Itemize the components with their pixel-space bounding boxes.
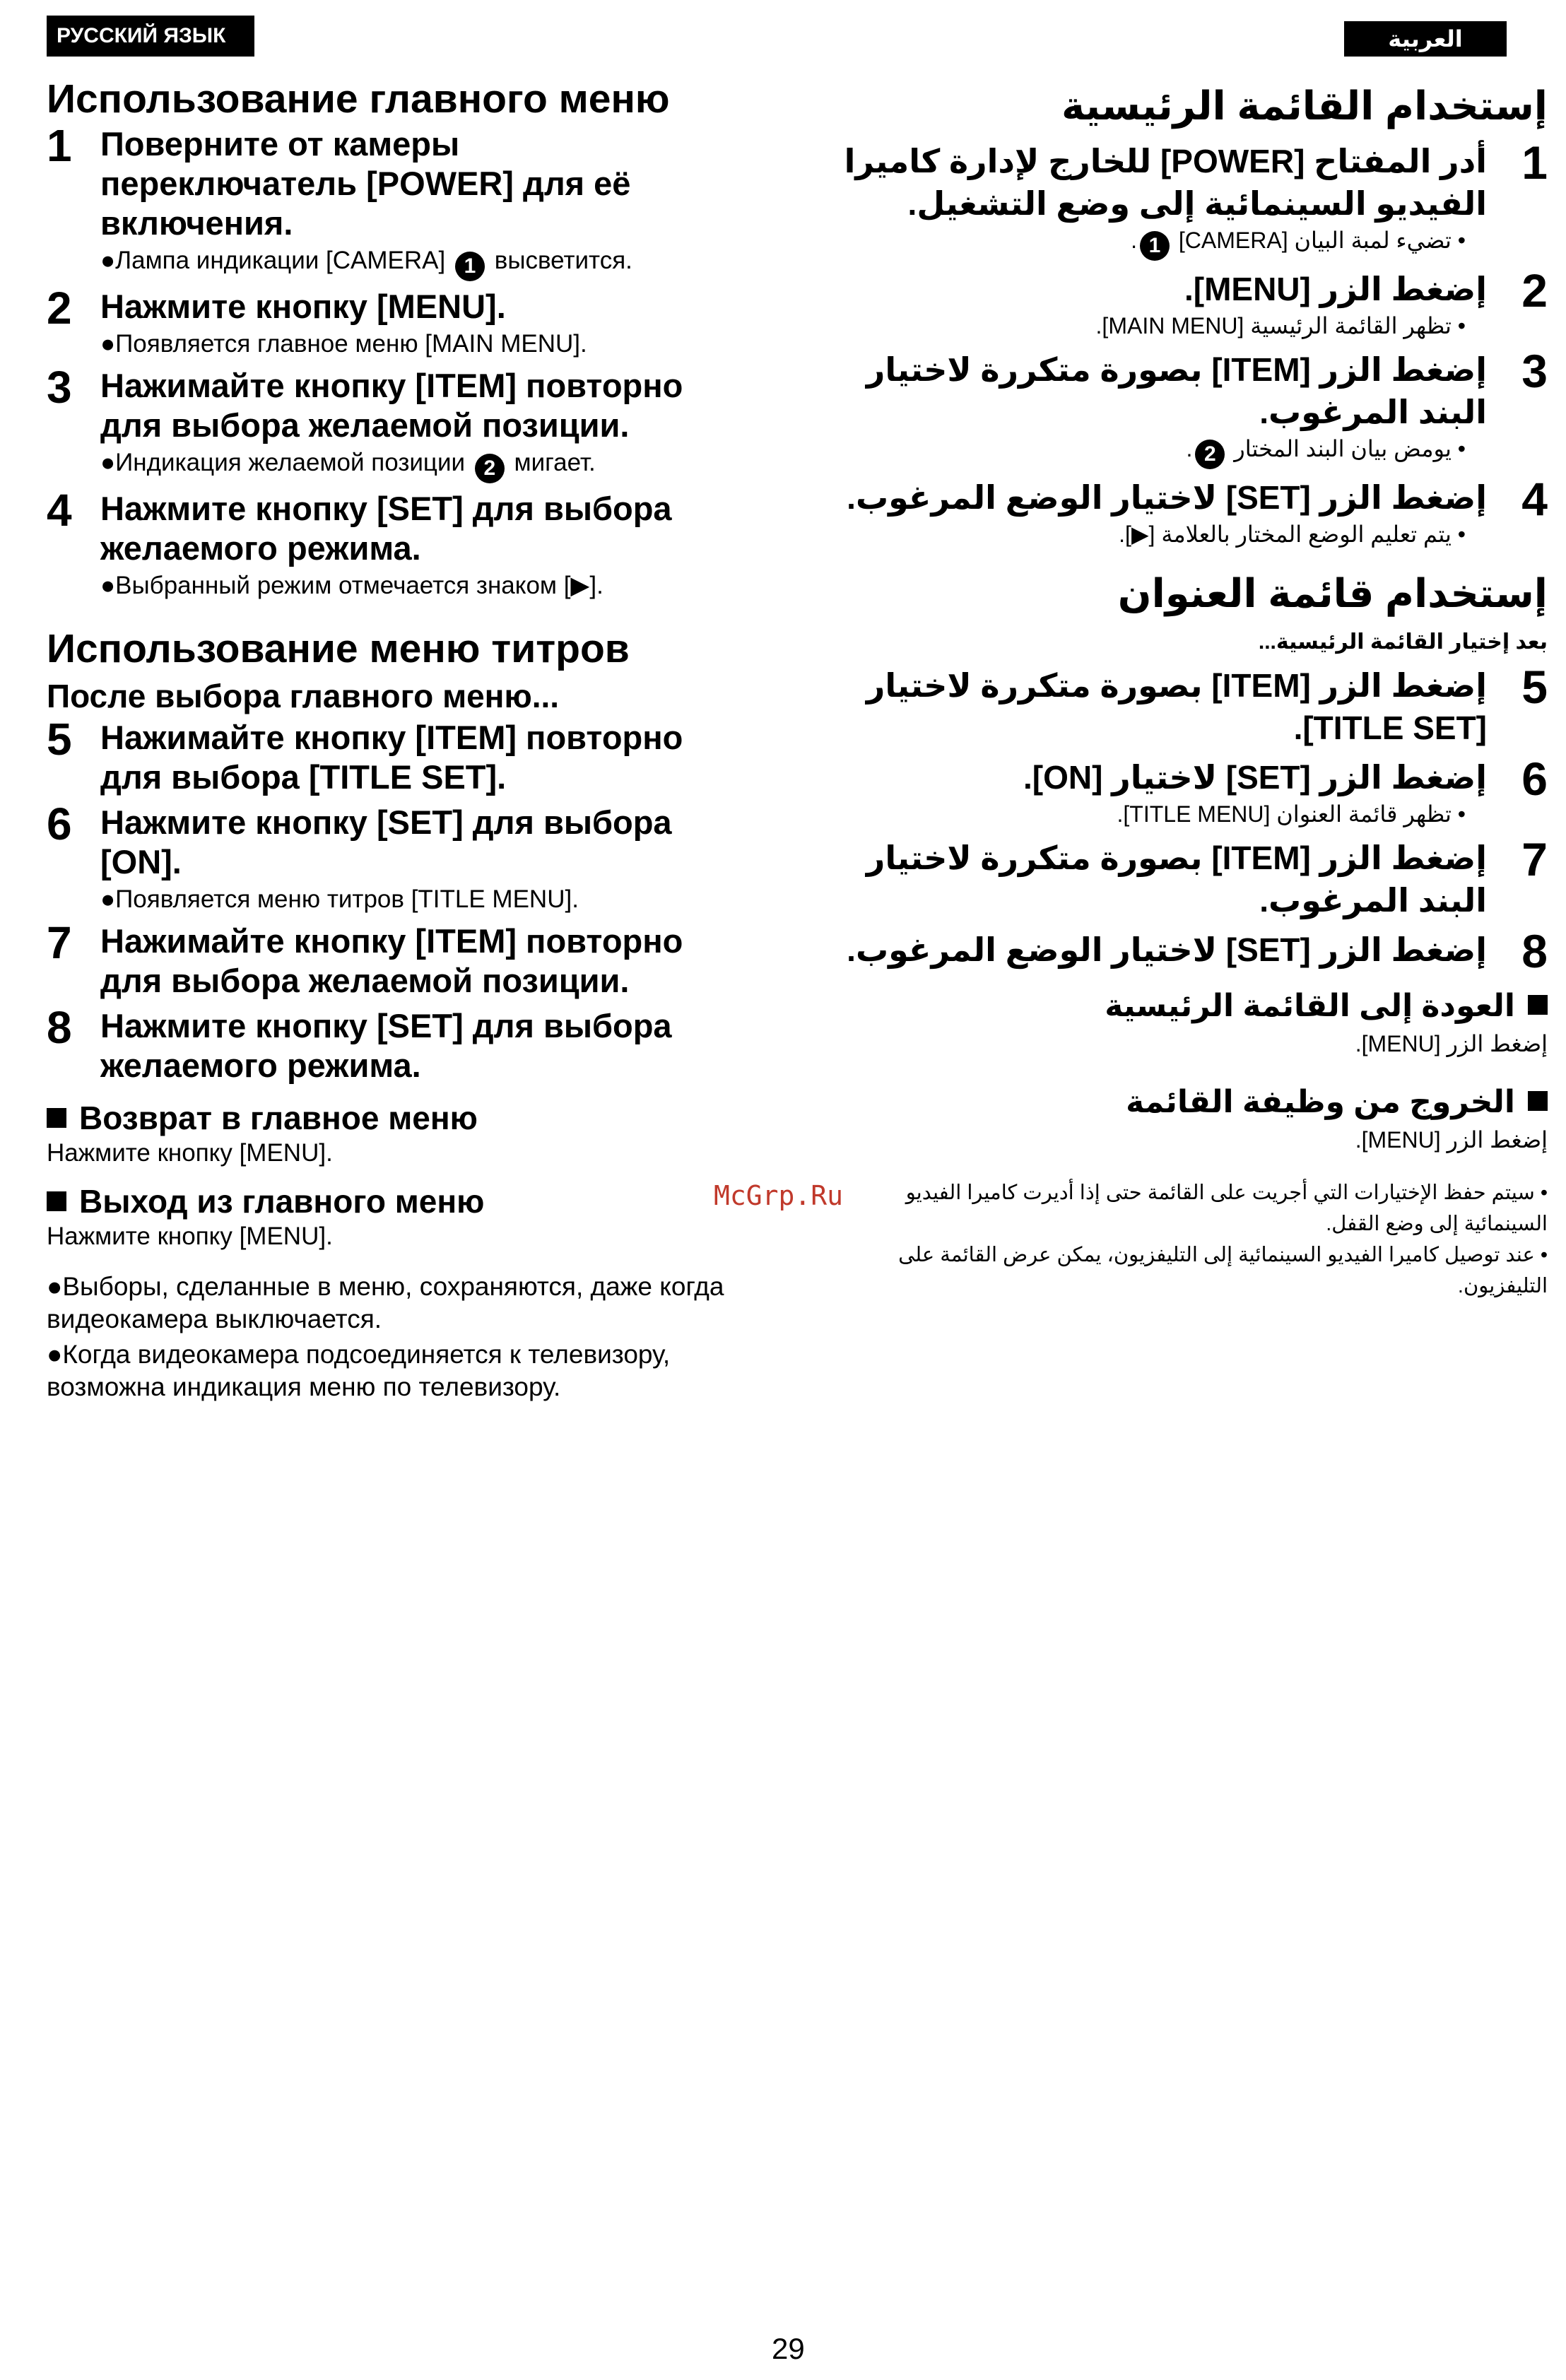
callout-2-badge: 2 (1195, 440, 1225, 469)
ru-step-4 (47, 485, 725, 602)
ru-step-number: 4 (47, 485, 72, 536)
ru-step-note: ●Появляется главное меню [MAIN MENU]. (100, 330, 587, 358)
ru-step-number: 3 (47, 362, 72, 413)
ru-step-1 (47, 120, 725, 281)
ar-step-number: 1 (1521, 136, 1548, 189)
ar-step-number: 3 (1521, 345, 1548, 397)
ar-step-text: إضغط الزر [SET] لاختيار الوضع المرغوب. (847, 479, 1487, 516)
arabic-column (834, 79, 1548, 1302)
ar-note-1: • سيتم حفظ الإختيارات التي أجريت على القائمة حتى إذا أديرت كاميرا الفيديو السينمائية إلى وضع القفل. (905, 1182, 1548, 1235)
ar-title-menu-title: إستخدام قائمة العنوان (1117, 571, 1548, 615)
ru-note-1: ●Выборы, сделанные в меню, сохраняются, даже когда видеокамера выключается. (47, 1272, 724, 1333)
ru-step-note: ●Появляется меню титров [TITLE MENU]. (100, 885, 579, 913)
ru-step-text: Нажмите кнопку [SET] для выбора [ON]. (100, 803, 672, 880)
ar-note-2: • عند توصيل كاميرا الفيديو السينمائية إلى التليفزيون، يمكن عرض القائمة على التليفزيون. (898, 1244, 1548, 1297)
ar-exit-heading: الخروج من وظيفة القائمة (834, 1081, 1548, 1124)
callout-1-badge: 1 (455, 252, 485, 281)
ar-step-note: • تضيء لمبة البيان [CAMERA] 1. (834, 225, 1487, 261)
ru-step-8 (47, 1002, 725, 1085)
ru-step-3 (47, 362, 725, 483)
ru-note-2: ●Когда видеокамера подсоединяется к телевизору, возможна индикация меню по телевизору. (47, 1340, 671, 1401)
ru-step-6 (47, 799, 725, 916)
ar-step-text: إضغط الزر [SET] لاختيار [ON]. (1023, 759, 1487, 796)
ru-step-text: Нажимайте кнопку [ITEM] повторно для выбора желаемой позиции. (100, 922, 683, 999)
ru-step-text: Нажмите кнопку [SET] для выбора желаемого режима. (100, 490, 672, 567)
ar-step-text: أدر المفتاح [POWER] للخارج لإدارة كاميرا الفيديو السينمائية إلى وضع التشغيل. (844, 143, 1487, 222)
ar-step-number: 4 (1521, 473, 1548, 525)
callout-2-badge: 2 (475, 454, 505, 483)
ru-return-text: Нажмите кнопку [MENU]. (47, 1139, 333, 1167)
ru-return-heading: Возврат в главное меню (47, 1098, 725, 1138)
ar-main-menu-title: إستخدام القائمة الرئيسية (1061, 83, 1548, 128)
ru-main-menu-title: Использование главного меню (47, 76, 670, 122)
ar-step-number: 7 (1521, 833, 1548, 885)
ar-step-number: 6 (1521, 753, 1548, 805)
ar-step-number: 2 (1521, 264, 1548, 317)
ru-step-number: 1 (47, 120, 72, 171)
watermark: McGrp.Ru (714, 1180, 844, 1211)
ru-step-number: 5 (47, 714, 72, 765)
ru-exit-text: Нажмите кнопку [MENU]. (47, 1223, 333, 1250)
ar-step-4 (834, 473, 1548, 550)
ru-step-number: 8 (47, 1002, 72, 1053)
ru-step-text: Поверните от камеры переключатель [POWER] для её включения. (100, 125, 631, 242)
ru-step-text: Нажимайте кнопку [ITEM] повторно для выбора [TITLE SET]. (100, 719, 683, 796)
callout-1-badge: 1 (1140, 231, 1170, 261)
ru-title-menu-title: Использование меню титров (47, 626, 630, 671)
ru-step-2 (47, 283, 725, 360)
ar-step-5 (834, 661, 1548, 749)
ru-step-text: Нажмите кнопку [SET] для выбора желаемого режима. (100, 1007, 672, 1084)
ar-step-8 (834, 925, 1548, 977)
ar-step-6 (834, 753, 1548, 830)
ru-step-text: Нажимайте кнопку [ITEM] повторно для выбора желаемой позиции. (100, 367, 683, 444)
ru-step-7 (47, 917, 725, 1001)
ar-exit-text: إضغط الزر [MENU]. (1355, 1127, 1548, 1153)
square-bullet-icon (47, 1108, 66, 1128)
ru-step-text: Нажмите кнопку [MENU]. (100, 288, 506, 325)
ar-step-text: إضغط الزر [ITEM] بصورة متكررة لاختيار البند المرغوب. (866, 840, 1487, 919)
ru-step-note: ●Выбранный режим отмечается знаком [▶]. (100, 572, 604, 599)
ru-exit-heading: Выход из главного меню (47, 1182, 725, 1221)
ru-title-menu-subtitle: После выбора главного меню... (47, 678, 560, 714)
ar-step-text: إضغط الزر [SET] لاختيار الوضع المرغوب. (847, 931, 1487, 968)
ru-step-number: 7 (47, 917, 72, 968)
ru-step-note: ●Индикация желаемой позиции 2 мигает. (100, 447, 725, 483)
ar-step-7 (834, 833, 1548, 921)
ar-step-text: إضغط الزر [ITEM] بصورة متكررة لاختيار [TITLE SET]. (866, 667, 1487, 746)
ar-step-note: • تظهر قائمة العنوان [TITLE MENU]. (1117, 801, 1466, 827)
ru-step-note: ●Лампа индикации [CAMERA] 1 высветится. (100, 245, 725, 281)
ar-return-text: إضغط الزر [MENU]. (1355, 1031, 1548, 1056)
ar-step-text: إضغط الزر [MENU]. (1184, 271, 1487, 307)
ar-step-note: • يومض بيان البند المختار 2. (834, 433, 1487, 469)
ar-step-2 (834, 264, 1548, 341)
ar-step-1 (834, 136, 1548, 261)
square-bullet-icon (1528, 995, 1548, 1015)
russian-language-tab: РУССКИЙ ЯЗЫК (47, 16, 254, 57)
ar-step-note: • يتم تعليم الوضع المختار بالعلامة [▶]. (1119, 522, 1466, 547)
ru-step-number: 6 (47, 799, 72, 849)
ru-step-5 (47, 714, 725, 797)
ar-title-menu-subtitle: بعد إختيار القائمة الرئيسية... (1258, 630, 1548, 654)
ar-step-number: 5 (1521, 661, 1548, 713)
ar-return-heading: العودة إلى القائمة الرئيسية (834, 985, 1548, 1027)
ar-step-number: 8 (1521, 925, 1548, 977)
square-bullet-icon (47, 1191, 66, 1211)
ar-step-note: • تظهر القائمة الرئيسية [MAIN MENU]. (1095, 313, 1466, 338)
page-number: 29 (772, 2332, 805, 2365)
russian-column (47, 76, 725, 1403)
ar-step-3 (834, 345, 1548, 469)
arabic-language-tab: العربية (1344, 21, 1507, 57)
ar-step-text: إضغط الزر [ITEM] بصورة متكررة لاختيار البند المرغوب. (866, 351, 1487, 430)
square-bullet-icon (1528, 1091, 1548, 1111)
ru-step-number: 2 (47, 283, 72, 334)
